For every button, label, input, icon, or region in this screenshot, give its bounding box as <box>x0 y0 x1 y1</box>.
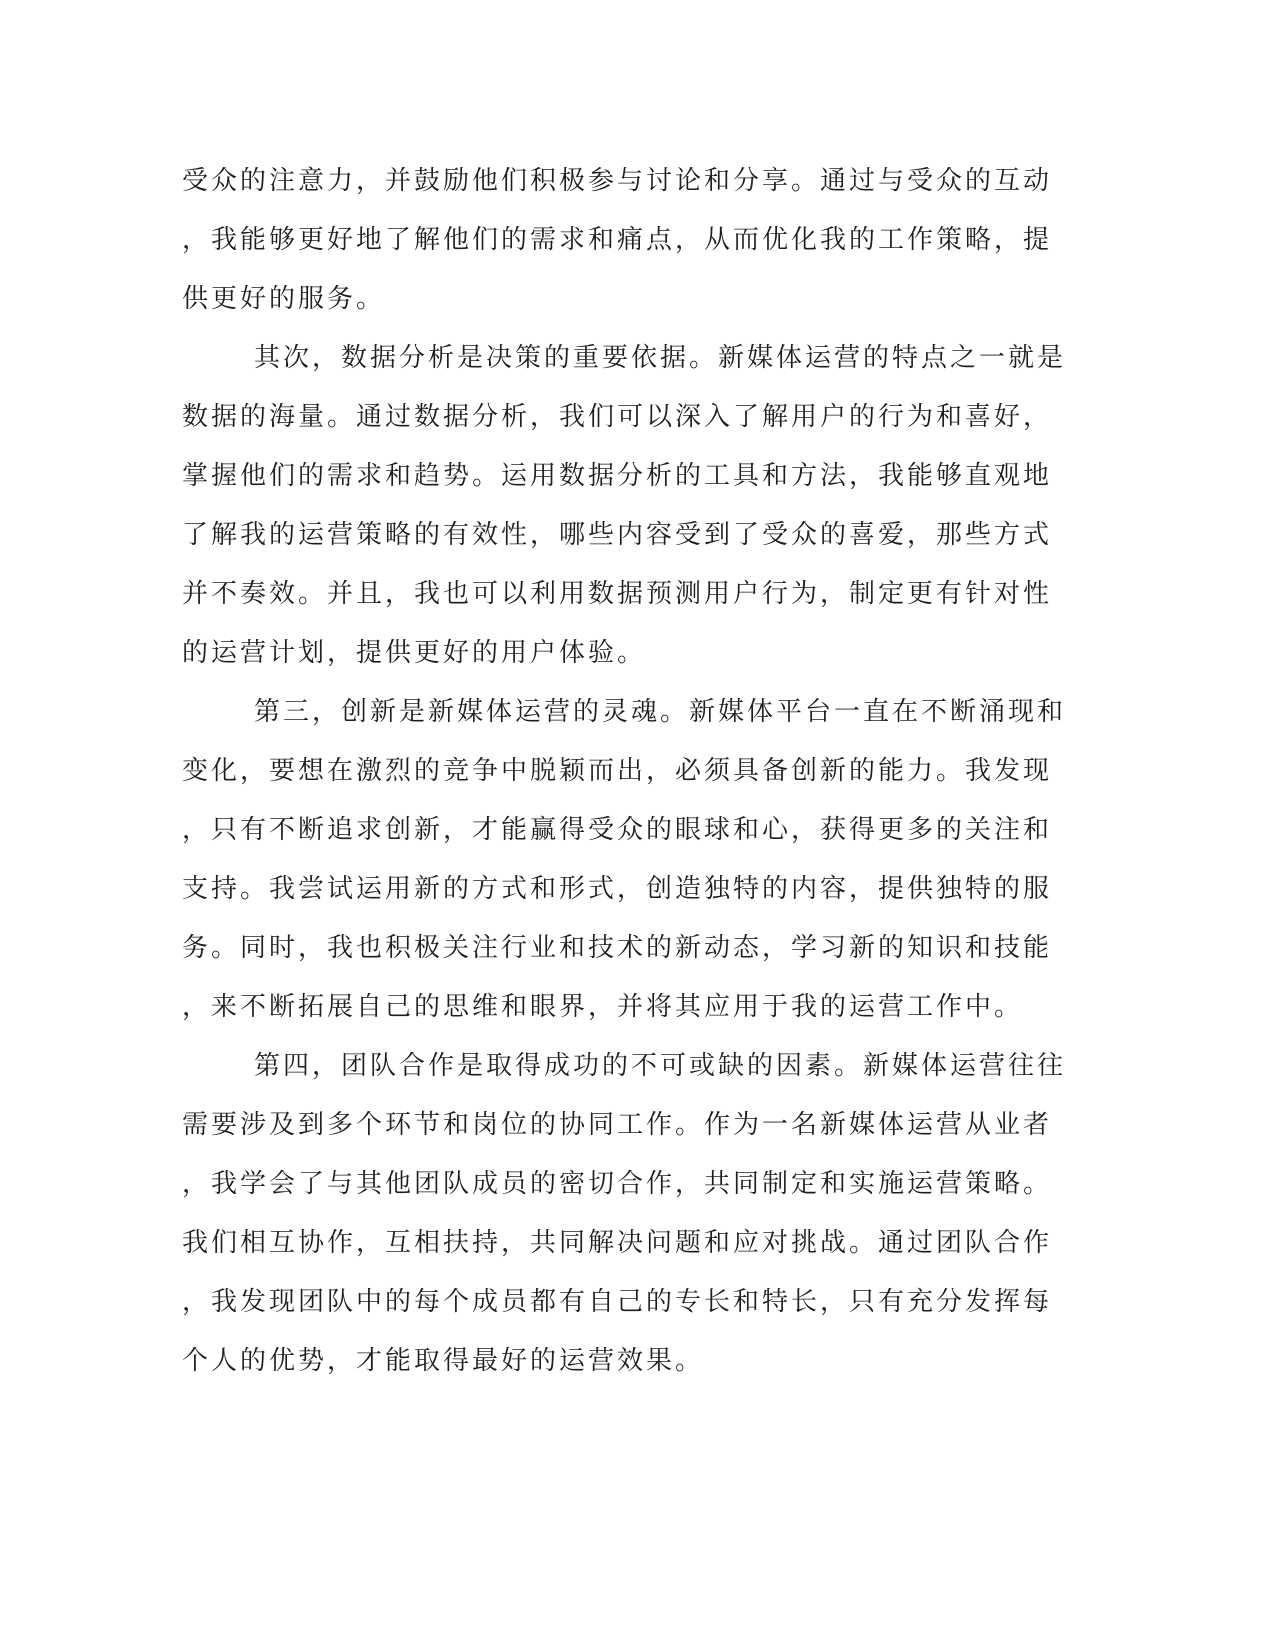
text-line: 第四，团队合作是取得成功的不可或缺的因素。新媒体运营往往 <box>254 1051 1067 1081</box>
text-line: ，我发现团队中的每个成员都有自己的专长和特长，只有充分发挥每 <box>182 1287 1053 1317</box>
paragraph-4 <box>182 1037 1067 1391</box>
document-body <box>182 152 1067 1391</box>
text-line: 掌握他们的需求和趋势。运用数据分析的工具和方法，我能够直观地 <box>182 461 1053 491</box>
text-line: 的运营计划，提供更好的用户体验。 <box>182 638 647 668</box>
text-line: 并不奏效。并且，我也可以利用数据预测用户行为，制定更有针对性 <box>182 579 1053 609</box>
paragraph-2 <box>182 329 1067 683</box>
text-line: 其次，数据分析是决策的重要依据。新媒体运营的特点之一就是 <box>254 343 1067 373</box>
text-line: 数据的海量。通过数据分析，我们可以深入了解用户的行为和喜好， <box>182 402 1053 432</box>
text-line: 支持。我尝试运用新的方式和形式，创造独特的内容，提供独特的服 <box>182 874 1053 904</box>
text-line: 个人的优势，才能取得最好的运营效果。 <box>182 1346 705 1376</box>
text-line: 我们相互协作，互相扶持，共同解决问题和应对挑战。通过团队合作 <box>182 1228 1053 1258</box>
text-line: 受众的注意力，并鼓励他们积极参与讨论和分享。通过与受众的互动 <box>182 166 1053 196</box>
paragraph-1 <box>182 152 1062 329</box>
text-line: ，来不断拓展自己的思维和眼界，并将其应用于我的运营工作中。 <box>182 992 1024 1022</box>
text-line: 需要涉及到多个环节和岗位的协同工作。作为一名新媒体运营从业者 <box>182 1110 1053 1140</box>
text-line: 务。同时，我也积极关注行业和技术的新动态，学习新的知识和技能 <box>182 933 1053 963</box>
text-line: ，我能够更好地了解他们的需求和痛点，从而优化我的工作策略，提 <box>182 225 1053 255</box>
text-line: 第三，创新是新媒体运营的灵魂。新媒体平台一直在不断涌现和 <box>254 697 1067 727</box>
text-line: ，只有不断追求创新，才能赢得受众的眼球和心，获得更多的关注和 <box>182 815 1053 845</box>
text-line: ，我学会了与其他团队成员的密切合作，共同制定和实施运营策略。 <box>182 1169 1053 1199</box>
text-line: 变化，要想在激烈的竞争中脱颖而出，必须具备创新的能力。我发现 <box>182 756 1053 786</box>
text-line: 供更好的服务。 <box>182 284 386 314</box>
paragraph-3 <box>182 683 1067 1037</box>
text-line: 了解我的运营策略的有效性，哪些内容受到了受众的喜爱，那些方式 <box>182 520 1053 550</box>
